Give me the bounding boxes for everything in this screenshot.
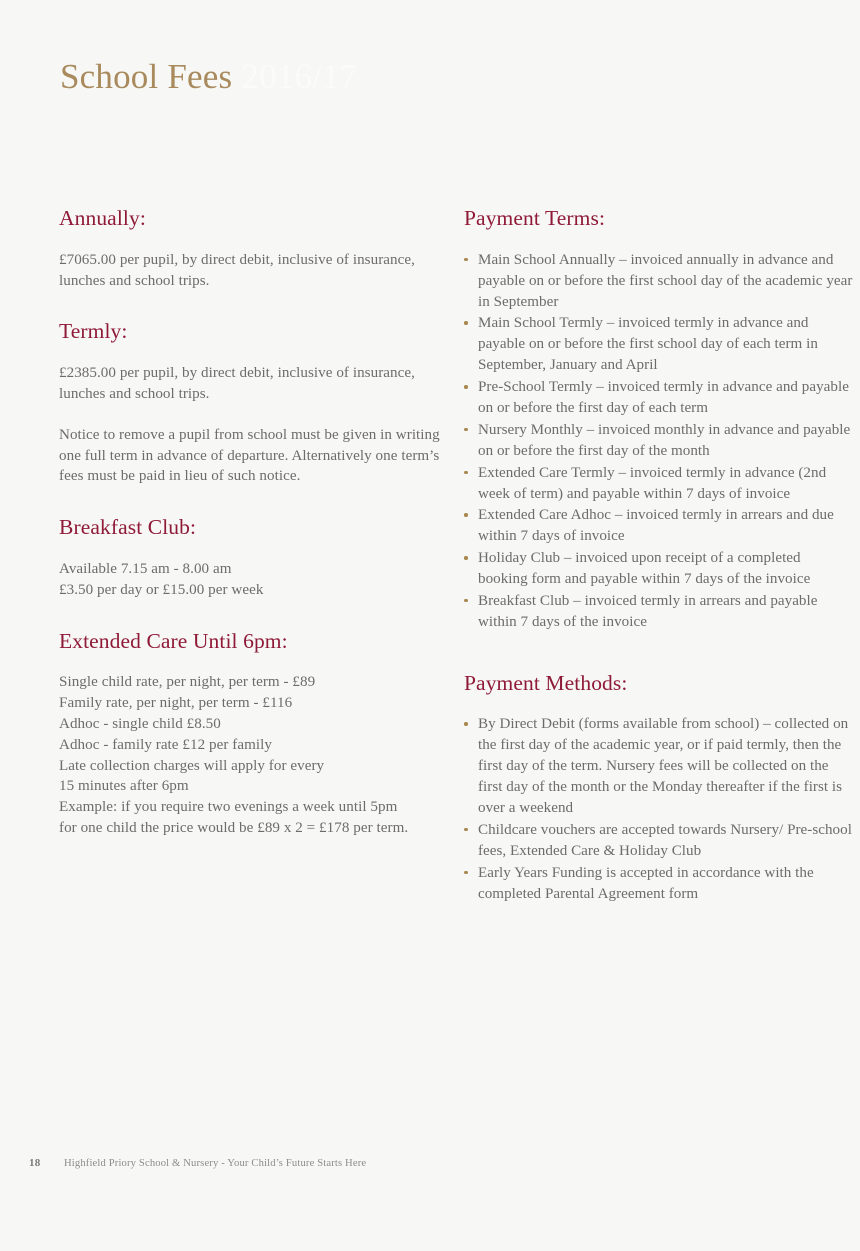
list-item-text: Extended Care Adhoc – invoiced termly in arrears and due within 7 days of invoice: [478, 507, 834, 545]
list-item-text: Holiday Club – invoiced upon receipt of a completed booking form and payable within 7 days of the invoice: [478, 550, 811, 588]
page-footer: [29, 1157, 366, 1169]
footer-page-number: 18: [29, 1157, 41, 1169]
page-title: [60, 58, 357, 97]
extended-care-line: 15 minutes after 6pm: [59, 778, 189, 795]
extended-care-line: Example: if you require two evenings a week until 5pm: [59, 799, 398, 816]
list-item-text: Breakfast Club – invoiced termly in arrears and payable within 7 days of the invoice: [478, 592, 818, 630]
section-heading-extended-care: Extended Care Until 6pm:: [59, 628, 288, 653]
list-item: [464, 313, 854, 376]
bullet-dot-icon: [464, 428, 468, 432]
list-item: [464, 714, 854, 818]
list-item-text: By Direct Debit (forms available from school) – collected on the first day of the academic year, or if paid termly, then the first day of the term. Nursery fees will be collected on the first day of the month or the Monday thereafter if the first is over a weekend: [478, 716, 849, 817]
bullet-dot-icon: [464, 556, 468, 560]
breakfast-club-line: £3.50 per day or £15.00 per week: [59, 581, 264, 598]
annually-description: £7065.00 per pupil, by direct debit, inclusive of insurance, lunches and school trips.: [59, 251, 415, 289]
section-extended-care: [59, 629, 441, 839]
bullet-dot-icon: [464, 258, 468, 262]
bullet-dot-icon: [464, 471, 468, 475]
list-item-text: Childcare vouchers are accepted towards Nursery/ Pre-school fees, Extended Care & Holiday Club: [478, 821, 852, 859]
section-breakfast-club: [59, 515, 441, 600]
bullet-dot-icon: [464, 722, 468, 726]
extended-care-line: Single child rate, per night, per term - £89: [59, 674, 316, 691]
bullet-dot-icon: [464, 385, 468, 389]
section-heading-breakfast-club: Breakfast Club:: [59, 515, 197, 540]
section-payment-terms: [464, 206, 854, 633]
extended-care-lines: [59, 672, 441, 839]
list-item: [464, 250, 854, 313]
bullet-dot-icon: [464, 321, 468, 325]
right-column: [464, 206, 854, 905]
termly-notice: Notice to remove a pupil from school must be given in writing one full term in advance of departure. Alternatively one term’s fees must be paid in lieu of such notice.: [59, 426, 440, 485]
left-column: [59, 206, 459, 839]
list-item-text: Pre-School Termly – invoiced termly in advance and payable on or before the first day of each term: [478, 379, 849, 416]
page-title-year: 2016/17: [241, 57, 358, 97]
bullet-dot-icon: [464, 828, 468, 832]
list-item: [464, 863, 854, 905]
list-item: [464, 377, 854, 419]
page-title-main: School Fees: [60, 57, 233, 97]
bullet-dot-icon: [464, 513, 468, 517]
list-item: [464, 505, 854, 547]
content-columns: [0, 206, 860, 905]
section-annually: [59, 206, 441, 291]
termly-description: £2385.00 per pupil, by direct debit, inclusive of insurance, lunches and school trips.: [59, 365, 415, 402]
list-item: [464, 820, 854, 862]
list-item-text: Nursery Monthly – invoiced monthly in advance and payable on or before the first day of the month: [478, 421, 851, 459]
payment-methods-list: [464, 714, 854, 904]
extended-care-line: Family rate, per night, per term - £116: [59, 695, 293, 712]
section-heading-payment-methods: Payment Methods:: [464, 670, 628, 695]
breakfast-club-line: Available 7.15 am - 8.00 am: [59, 560, 232, 577]
list-item-text: Main School Termly – invoiced termly in advance and payable on or before the first school day of each term in September, January and April: [478, 315, 818, 374]
list-item-text: Early Years Funding is accepted in accordance with the completed Parental Agreement form: [478, 864, 814, 902]
list-item: [464, 463, 854, 505]
footer-text: Highfield Priory School & Nursery - Your Child’s Future Starts Here: [64, 1158, 367, 1169]
payment-terms-list: [464, 250, 854, 633]
list-item-text: Main School Annually – invoiced annually in advance and payable on or before the first school day of the academic year in September: [478, 251, 853, 310]
section-heading-termly: Termly:: [59, 319, 128, 344]
list-item: [464, 548, 854, 590]
list-item: [464, 591, 854, 633]
extended-care-line: for one child the price would be £89 x 2 = £178 per term.: [59, 820, 409, 837]
section-termly: [59, 319, 441, 487]
section-heading-annually: Annually:: [59, 206, 146, 230]
list-item: [464, 420, 854, 462]
bullet-dot-icon: [464, 871, 468, 875]
list-item-text: Extended Care Termly – invoiced termly in advance (2nd week of term) and payable within 7 days of invoice: [478, 464, 827, 502]
section-heading-payment-terms: Payment Terms:: [464, 206, 606, 230]
extended-care-line: Adhoc - family rate £12 per family: [59, 736, 272, 753]
extended-care-line: Late collection charges will apply for every: [59, 757, 325, 774]
breakfast-club-lines: [59, 559, 441, 601]
extended-care-line: Adhoc - single child £8.50: [59, 715, 221, 732]
bullet-dot-icon: [464, 599, 468, 603]
section-payment-methods: [464, 671, 854, 905]
